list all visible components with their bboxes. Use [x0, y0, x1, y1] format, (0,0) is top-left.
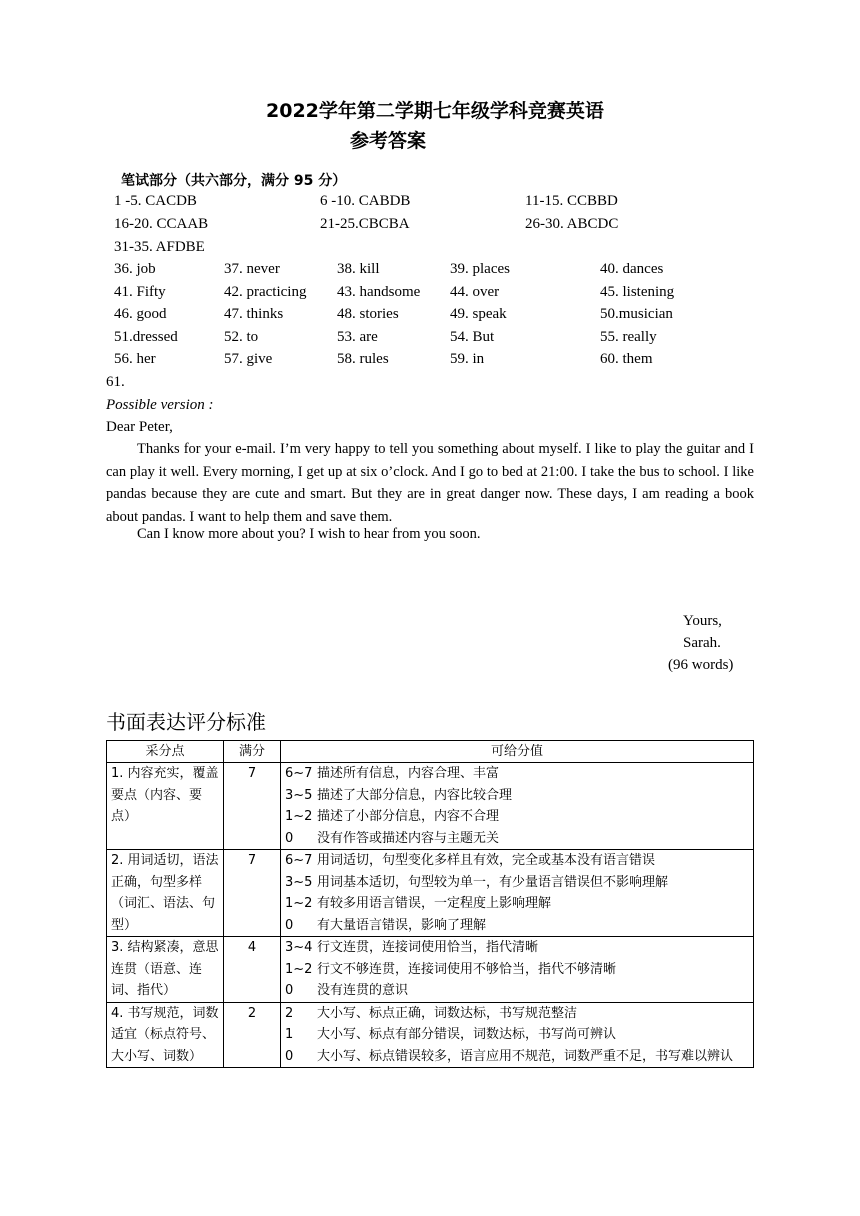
word-answer: 49. speak [450, 306, 507, 322]
level-score: 3~4 [285, 940, 313, 955]
score-level [285, 806, 749, 828]
mc-answer: 21-25.CBCBA [320, 216, 410, 232]
full-score: 7 [224, 763, 281, 850]
level-score: 3~5 [285, 787, 313, 803]
word-answer: 41. Fifty [114, 284, 166, 300]
mc-answer: 26-30. ABCDC [525, 216, 619, 232]
level-text: 大小写、标点有部分错误，词数达标，书写尚可辨认 [317, 1027, 617, 1042]
level-text: 用词基本适切，句型较为单一，有少量语言错误但不影响理解 [317, 874, 669, 890]
level-score: 6~7 [285, 766, 313, 781]
letter-closing: Yours, [683, 613, 722, 629]
full-score: 4 [224, 937, 281, 1003]
level-score: 1~2 [285, 961, 313, 977]
word-answer: 39. places [450, 261, 510, 277]
word-answer: 50.musician [600, 306, 673, 322]
score-level [285, 785, 749, 807]
scoring-point: 2. 用词适切，语法正确，句型多样（词汇、语法、句型） [107, 850, 224, 937]
level-score: 0 [285, 983, 294, 998]
table-row [107, 850, 754, 937]
word-answer: 57. give [224, 351, 273, 367]
version-label: Possible version : [106, 397, 214, 413]
level-text: 大小写、标点正确，词数达标，书写规范整洁 [317, 1005, 578, 1021]
mc-answer: 16-20. CCAAB [114, 216, 209, 232]
level-score: 3~5 [285, 874, 313, 890]
score-level [285, 915, 749, 937]
word-answer: 56. her [114, 351, 156, 367]
table-header-row [107, 741, 754, 763]
word-answer: 58. rules [337, 351, 389, 367]
letter-signature: Sarah. [683, 635, 721, 651]
score-levels [281, 937, 754, 1003]
level-text: 用词适切，句型变化多样且有效，完全或基本没有语言错误 [317, 853, 656, 868]
word-answer: 37. never [224, 261, 280, 277]
level-score: 1~2 [285, 896, 313, 911]
mc-answer: 6 -10. CABDB [320, 193, 411, 209]
word-answer: 44. over [450, 284, 500, 300]
level-text: 描述了大部分信息，内容比较合理 [317, 787, 513, 803]
column-header: 可给分值 [281, 741, 754, 763]
word-answer: 54. But [450, 329, 495, 345]
word-answer: 36. job [114, 261, 156, 277]
full-score: 7 [224, 850, 281, 937]
score-level [285, 763, 749, 785]
score-level [285, 1024, 749, 1046]
score-level [285, 1003, 749, 1025]
score-level [285, 893, 749, 915]
mc-answer: 11-15. CCBBD [525, 193, 618, 209]
section-heading: 笔试部分（共六部分，满分 95 分） [121, 173, 347, 189]
rubric-heading: 书面表达评分标准 [106, 710, 266, 734]
full-score: 2 [224, 1002, 281, 1068]
level-score: 0 [285, 917, 294, 933]
rubric-table [106, 740, 754, 1068]
score-levels [281, 763, 754, 850]
word-answer: 42. practicing [224, 284, 307, 300]
column-header: 采分点 [107, 741, 224, 763]
level-score: 1~2 [285, 809, 313, 824]
page-subtitle: 参考答案 [350, 130, 427, 152]
word-answer: 47. thinks [224, 306, 284, 322]
word-answer: 45. listening [600, 284, 675, 300]
word-answer: 51.dressed [114, 329, 178, 345]
scoring-point: 1. 内容充实，覆盖要点（内容、要点） [107, 763, 224, 850]
word-answer: 60. them [600, 351, 653, 367]
score-level [285, 937, 749, 959]
word-answer: 48. stories [337, 306, 399, 322]
letter-paragraph: Can I know more about you? I wish to hear from you soon. [137, 526, 481, 542]
score-levels [281, 1002, 754, 1068]
table-row [107, 937, 754, 1003]
word-answer: 46. good [114, 306, 167, 322]
score-level [285, 1046, 749, 1068]
letter-greeting: Dear Peter, [106, 419, 173, 435]
page-title: 2022学年第二学期七年级学科竞赛英语 [266, 100, 604, 122]
level-text: 行文不够连贯，连接词使用不够恰当，指代不够清晰 [317, 961, 617, 977]
column-header: 满分 [224, 741, 281, 763]
scoring-point: 3. 结构紧凑，意思连贯（语意、连词、指代） [107, 937, 224, 1003]
level-text: 有较多用语言错误，一定程度上影响理解 [317, 896, 552, 911]
mc-answer: 1 -5. CACDB [114, 193, 197, 209]
word-count: (96 words) [668, 657, 734, 673]
level-text: 大小写、标点错误较多，语言应用不规范，词数严重不足，书写难以辨认 [317, 1048, 734, 1064]
scoring-point: 4. 书写规范，词数适宜（标点符号、大小写、词数） [107, 1002, 224, 1068]
word-answer: 40. dances [600, 261, 664, 277]
word-answer: 59. in [450, 351, 485, 367]
table-row [107, 763, 754, 850]
level-text: 行文连贯，连接词使用恰当，指代清晰 [317, 940, 539, 955]
word-answer: 55. really [600, 329, 657, 345]
score-level [285, 980, 749, 1002]
level-text: 有大量语言错误，影响了理解 [317, 917, 487, 933]
mc-answer: 31-35. AFDBE [114, 239, 205, 255]
score-level [285, 850, 749, 872]
level-score: 0 [285, 830, 294, 846]
score-level [285, 959, 749, 981]
word-answer: 53. are [337, 329, 378, 345]
level-score: 2 [285, 1005, 294, 1021]
score-levels [281, 850, 754, 937]
level-text: 描述所有信息，内容合理、丰富 [317, 766, 500, 781]
level-text: 没有作答或描述内容与主题无关 [317, 830, 500, 846]
level-score: 1 [285, 1027, 294, 1042]
essay-number: 61. [106, 374, 125, 390]
letter-paragraph: Thanks for your e-mail. I’m very happy to tell you something about myself. I like to play the guitar and I can play it well. Every morning, I get up at six o’clock. And I go to bed at 21:00. I take the bus to school. I like pandas because they are cute and smart. But they are in great danger now. These days, I am reading a book about pandas. I want to help them and save them. [106, 441, 754, 525]
score-level [285, 828, 749, 850]
table-row [107, 1002, 754, 1068]
level-score: 0 [285, 1048, 294, 1064]
level-text: 描述了小部分信息，内容不合理 [317, 809, 500, 824]
word-answer: 52. to [224, 329, 259, 345]
word-answer: 43. handsome [337, 284, 421, 300]
level-score: 6~7 [285, 853, 313, 868]
score-level [285, 872, 749, 894]
word-answer: 38. kill [337, 261, 380, 277]
level-text: 没有连贯的意识 [317, 983, 409, 998]
